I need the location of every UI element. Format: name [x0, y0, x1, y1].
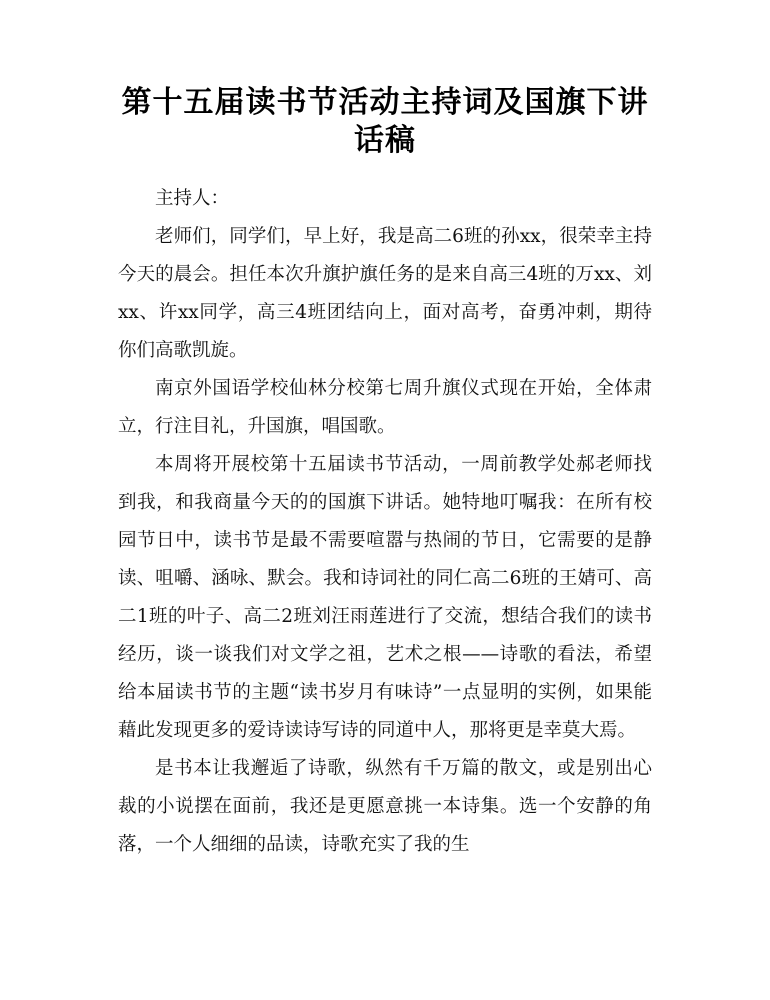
paragraph-host: 主持人：	[155, 188, 230, 209]
paragraph-poetry: 是书本让我邂逅了诗歌，纵然有千万篇的散文，或是别出心裁的小说摆在面前，我还是更愿意挑一本诗集。选一个安静的角落，一个人细细的品读，诗歌充实了我的生	[118, 758, 652, 855]
paragraph-greeting: 老师们，同学们，早上好，我是高二6班的孙xx，很荣幸主持今天的晨会。担任本次升旗护旗任务的是来自高三4班的万xx、刘xx、许xx同学，高三4班团结向上，面对高考，奋勇冲刺，期待你们高歌凯旋。	[118, 226, 652, 361]
paragraph-reading-festival: 本周将开展校第十五届读书节活动，一周前教学处郝老师找到我，和我商量今天的的国旗下讲话。她特地叮嘱我：在所有校园节日中，读书节是最不需要喧嚣与热闹的节日，它需要的是静读、咀嚼、涵咏、默会。我和诗词社的同仁高二6班的王婧可、高二1班的叶子、高二2班刘汪雨莲进行了交流，想结合我们的读书经历，谈一谈我们对文学之祖，艺术之根——诗歌的看法，希望给本届读书节的主题“读书岁月有味诗”一点显明的实例，如果能藉此发现更多的爱诗读诗写诗的同道中人，那将更是幸莫大焉。	[118, 454, 652, 741]
document-body	[118, 180, 652, 864]
paragraph-ceremony-start: 南京外国语学校仙林分校第七周升旗仪式现在开始，全体肃立，行注目礼，升国旗，唱国歌。	[118, 378, 652, 437]
document-title: 第十五届读书节活动主持词及国旗下讲话稿	[121, 85, 649, 158]
